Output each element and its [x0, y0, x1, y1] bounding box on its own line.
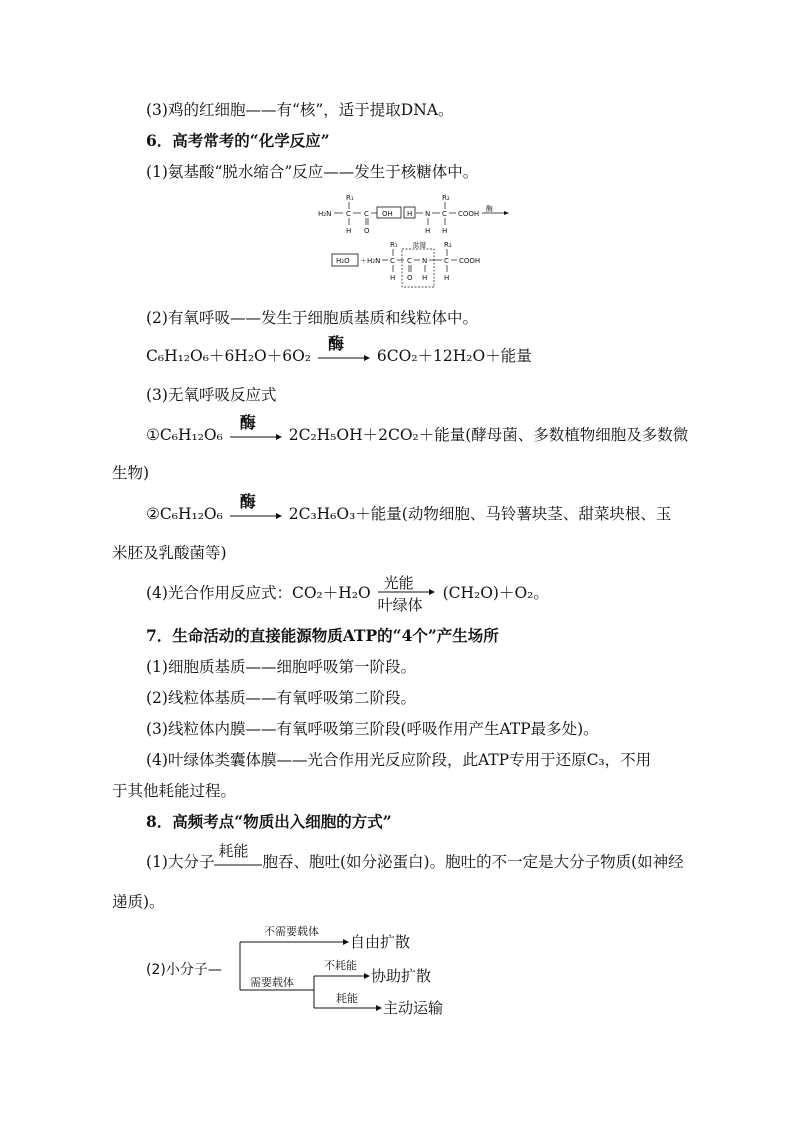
anaerobic1-right: 2C₂H₅OH＋2CO₂＋能量(酵母菌、多数植物细胞及多数微 [288, 426, 689, 444]
h-bottom-3: H [444, 274, 450, 282]
equation-photosynthesis [146, 572, 549, 614]
text-line-anaerobic-title: (3)无氧呼吸反应式 [146, 386, 277, 404]
h-boxed: H [407, 210, 413, 218]
active-transport-label: 主动运输 [383, 999, 444, 1017]
macromolecule-pre: (1)大分子 [146, 853, 215, 871]
need-carrier-label: 需要载体 [250, 976, 294, 989]
equation-aerobic [146, 334, 532, 367]
h-top-2: H [425, 227, 431, 235]
text-line-atp-2: (2)线粒体基质——有氧呼吸第二阶段。 [146, 689, 416, 707]
cooh-top: COOH [458, 210, 480, 218]
energy-label: 耗能 [336, 992, 358, 1005]
h2n-top: H₂N [318, 210, 332, 218]
photosynthesis-left: (4)光合作用反应式：CO₂＋H₂O [146, 584, 371, 602]
text-line-anaerobic-1-cont: 生物) [112, 464, 150, 482]
anaerobic1-left: ①C₆H₁₂O₆ [146, 426, 223, 444]
o-top: O [364, 227, 370, 235]
tree-root-label: (2)小分子— [146, 962, 222, 978]
peptide-bond-diagram [310, 192, 510, 292]
small-molecule-transport-tree [140, 918, 470, 1028]
free-diffusion-label: 自由扩散 [350, 933, 411, 951]
enzyme-label: 酶 [327, 334, 344, 353]
text-line-anaerobic-2-cont: 米胚及乳酸菌等) [112, 544, 227, 562]
h-bottom-2: H [422, 274, 428, 282]
water-label: H₂O [336, 257, 350, 265]
enzyme-arrow-anaerobic-2 [230, 492, 282, 525]
no-energy-label: 不耗能 [324, 959, 357, 972]
light-label: 光能 [383, 574, 414, 592]
photosynthesis-right: (CH₂O)＋O₂。 [442, 584, 549, 602]
section-heading-6: 6．高考常考的“化学反应” [146, 131, 330, 150]
r2-label: R₂ [442, 194, 450, 202]
text-line-atp-4b: 于其他耗能过程。 [112, 782, 237, 800]
equation-anaerobic-2 [146, 492, 672, 525]
text-line-macromolecule-cont: 递质)。 [112, 893, 165, 911]
text-line-red-blood-cell: (3)鸡的红细胞——有“核”，适于提取DNA。 [146, 101, 454, 119]
text-line-aerobic-location: (2)有氧呼吸——发生于细胞质基质和线粒体中。 [146, 309, 478, 327]
section-heading-8: 8．高频考点“物质出入细胞的方式” [146, 812, 392, 831]
anaerobic2-left: ②C₆H₁₂O₆ [146, 505, 223, 523]
peptide-bond-label: 肽键 [413, 241, 426, 249]
text-line-atp-1: (1)细胞质基质——细胞呼吸第一阶段。 [146, 658, 416, 676]
facilitated-diffusion-label: 协助扩散 [371, 967, 432, 985]
r1-label-bottom: R₁ [390, 241, 398, 249]
text-line-atp-3: (3)线粒体内膜——有氧呼吸第三阶段(呼吸作用产生ATP最多处)。 [146, 720, 599, 738]
r2-label-bottom: R₂ [444, 241, 452, 249]
light-chloroplast-arrow [378, 572, 436, 612]
c-top-2: C [364, 210, 369, 218]
aerobic-right: 6CO₂＋12H₂O＋能量 [376, 347, 532, 365]
text-line-dehydration: (1)氨基酸“脱水缩合”反应——发生于核糖体中。 [146, 163, 479, 181]
chloroplast-label: 叶绿体 [377, 596, 423, 614]
macromolecule-post: 胞吞、胞吐(如分泌蛋白)。胞吐的不一定是大分子物质(如神经 [262, 853, 684, 871]
c-bottom-1: C [390, 257, 395, 265]
enzyme-label: 酶 [239, 492, 256, 511]
enzyme-label-diagram: 酶 [486, 205, 493, 213]
enzyme-label: 酶 [239, 413, 256, 432]
text-line-macromolecule [146, 842, 684, 872]
section-heading-7: 7．生命活动的直接能源物质ATP的“4个”产生场所 [146, 626, 499, 645]
enzyme-arrow-aerobic [318, 334, 370, 367]
c-bottom-2: C [407, 257, 412, 265]
plus-h2n-label: ＋H₂N [360, 257, 381, 265]
h-top-3: H [442, 227, 448, 235]
n-bottom: N [422, 257, 428, 265]
h-top-1: H [346, 227, 352, 235]
r1-label: R₁ [346, 194, 354, 202]
anaerobic2-right: 2C₃H₆O₃＋能量(动物细胞、马铃薯块茎、甜菜块根、玉 [288, 505, 672, 523]
energy-consume-label: 耗能 [218, 842, 249, 860]
c-top-3: C [442, 210, 447, 218]
energy-consume-arrow [214, 842, 262, 872]
c-top-1: C [346, 210, 351, 218]
o-bottom: O [407, 274, 413, 282]
text-line-atp-4a: (4)叶绿体类囊体膜——光合作用光反应阶段，此ATP专用于还原C₃，不用 [146, 751, 652, 769]
c-bottom-3: C [444, 257, 449, 265]
equation-anaerobic-1 [146, 413, 689, 446]
n-top: N [425, 210, 431, 218]
aerobic-left: C₆H₁₂O₆＋6H₂O＋6O₂ [146, 347, 312, 365]
enzyme-arrow-anaerobic-1 [230, 413, 282, 446]
no-carrier-label: 不需要载体 [264, 925, 319, 938]
oh-label: OH [382, 210, 393, 218]
h-bottom-1: H [390, 274, 396, 282]
cooh-bottom: COOH [459, 257, 481, 265]
